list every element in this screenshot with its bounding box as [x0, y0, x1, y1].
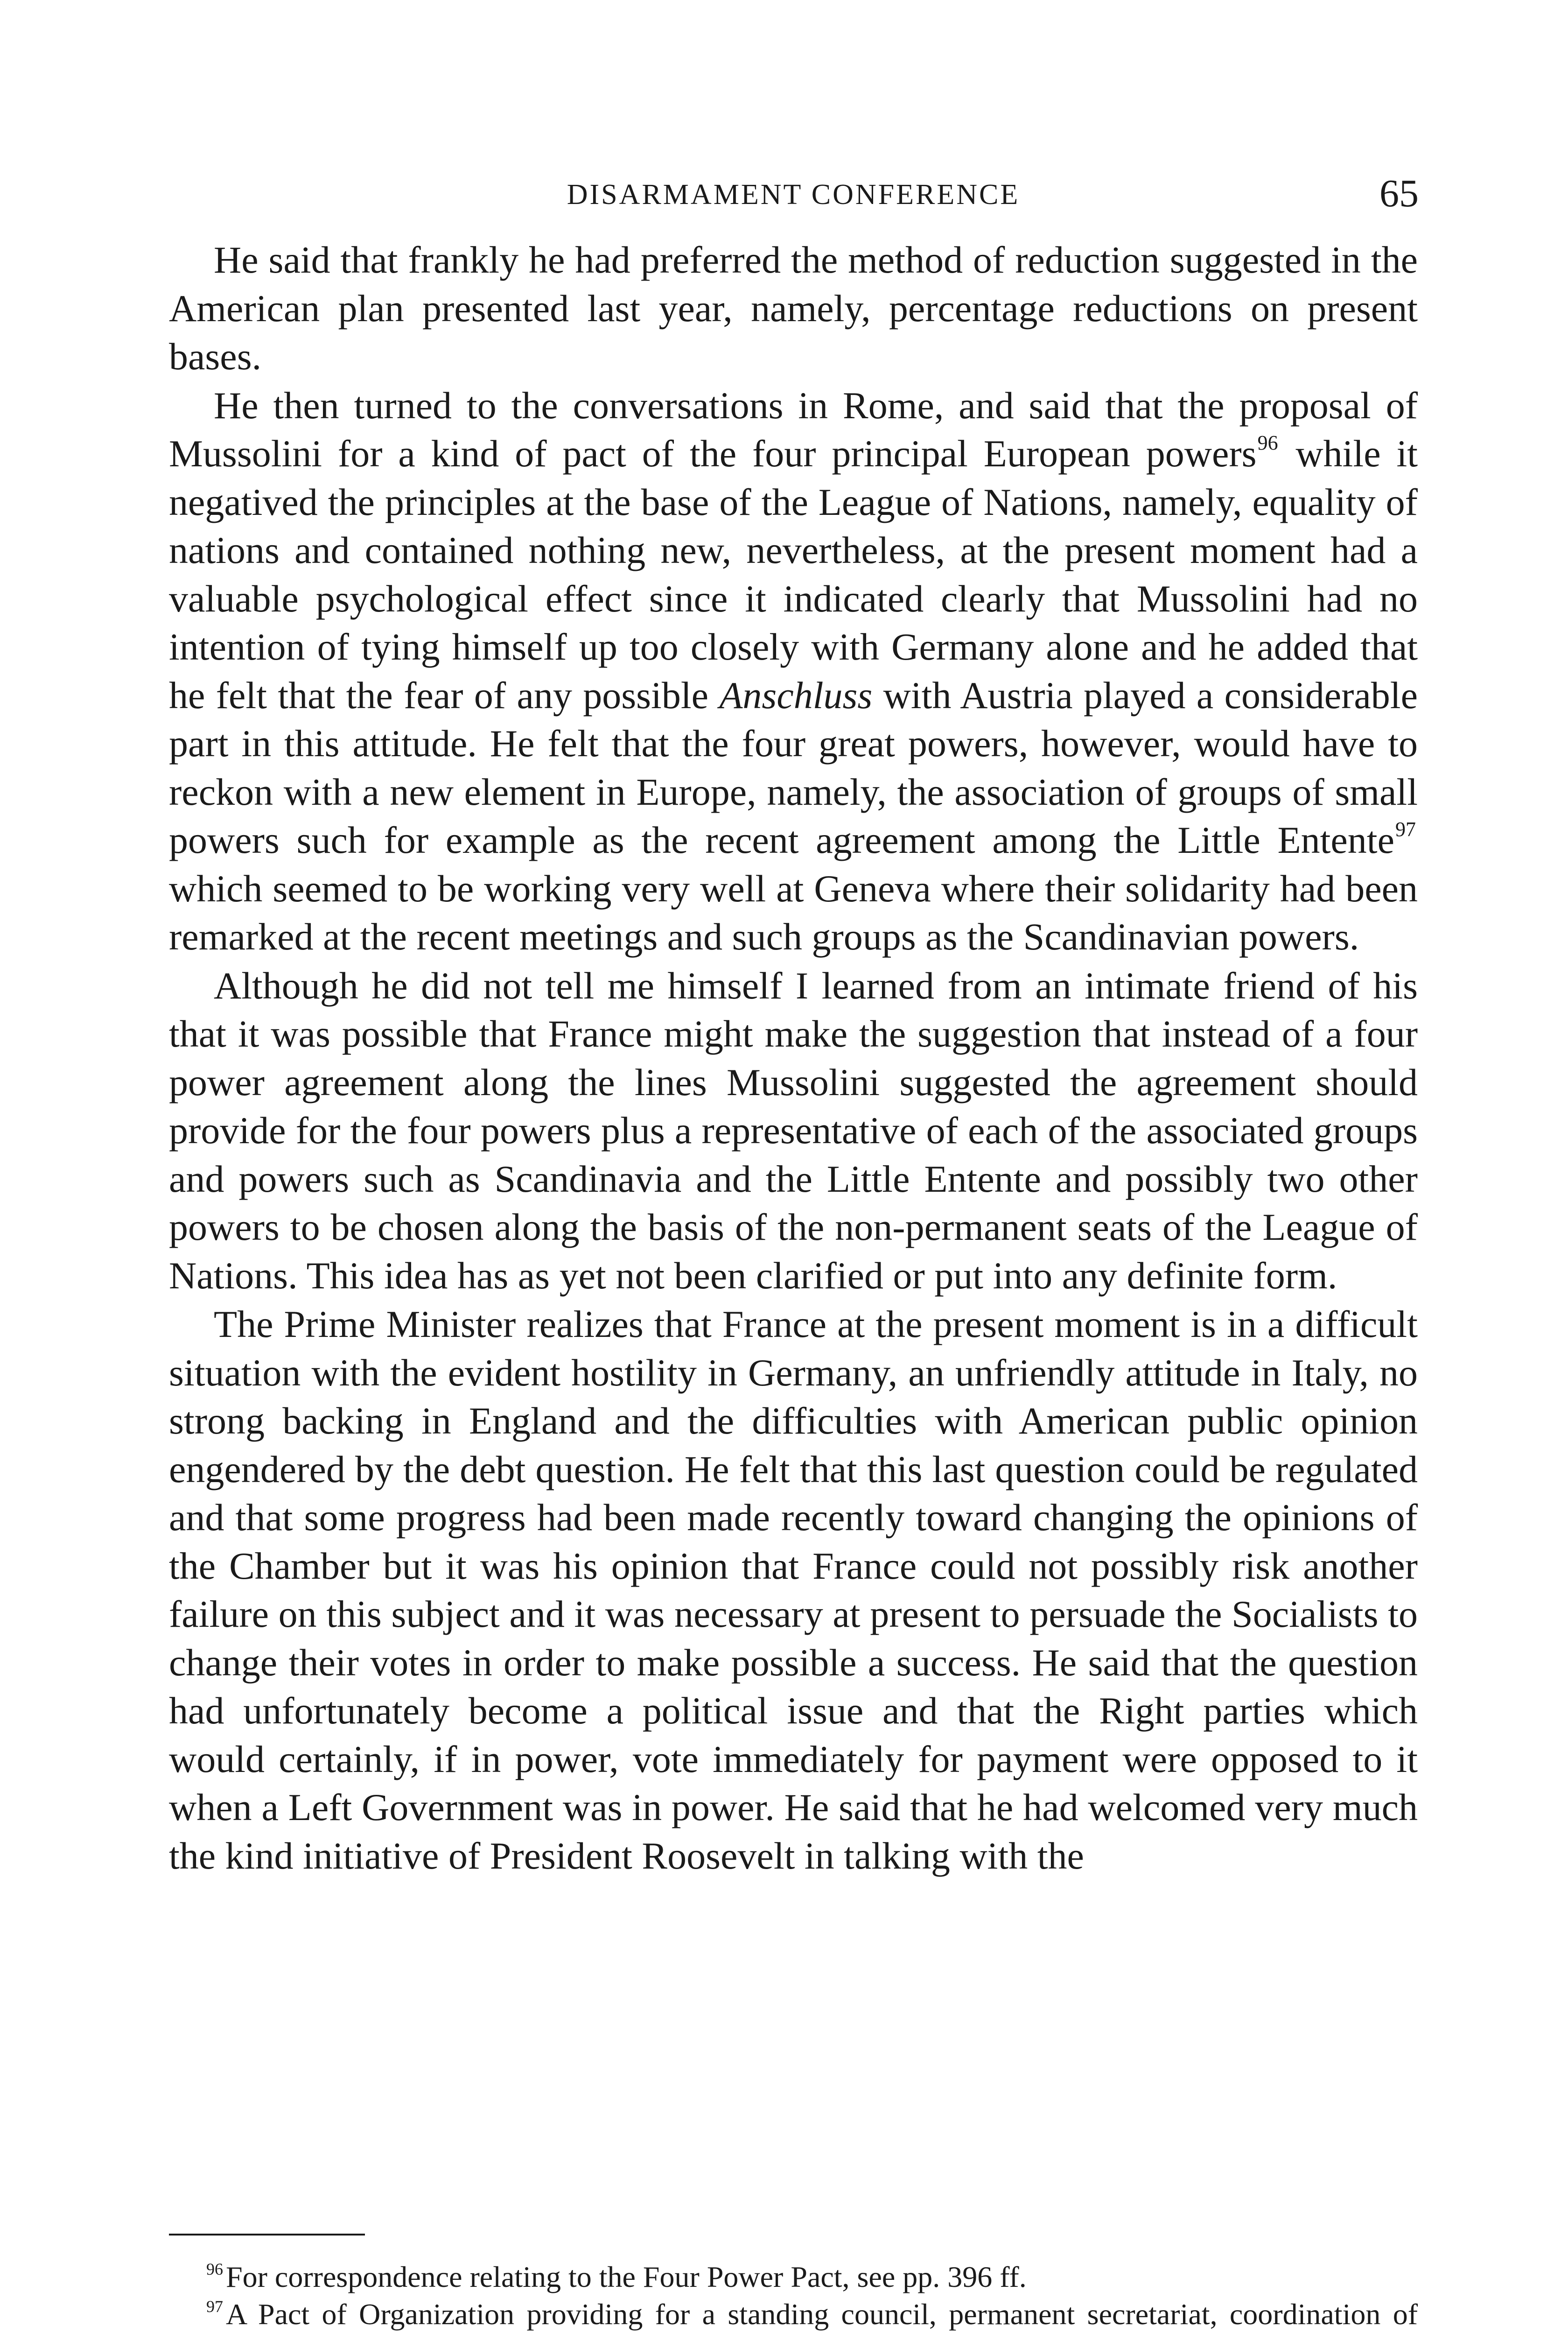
- footnote-97: [169, 2296, 1418, 2334]
- paragraph-2-text-b: while it negatived the principles at the base of the League of Nations, namely, equality of nations and contained nothing new, nevertheless, at the present moment had a valuable psychological effect since it indicated clearly that Mussolini had no intention of tying himself up too closely with Germany alone and he added that he felt that the fear of any possible: [169, 432, 1418, 717]
- paragraph-2-text-c: with Austria played a considerable part in this attitude. He felt that the four great powers, however, would have to reckon with a new element in Europe, namely, the association of groups of small powers such for example as the recent agreement among the Little Entente: [169, 674, 1418, 861]
- paragraph-3: [169, 962, 1418, 1300]
- running-title: DISARMAMENT CONFERENCE: [567, 179, 1020, 211]
- footnote-divider: [169, 2234, 365, 2236]
- paragraph-4-text: The Prime Minister realizes that France at the present moment is in a difficult situation with the evident hostility in Germany, an unfriendly attitude in Italy, no strong backing in England and the difficulties with American public opinion engendered by the debt question. He felt that this last question could be regulated and that some progress had been made recently toward changing the opinions of the Chamber but it was his opinion that France could not possibly risk another failure on this subject and it was necessary at present to persuade the Socialists to change their votes in order to make possible a success. He said that the question had unfortunately become a political issue and that the Right parties which would certainly, if in power, vote immediately for payment were opposed to it when a Left Government was in power. He said that he had welcomed very much the kind initiative of President Roosevelt in talking with the: [169, 1303, 1418, 1877]
- footnote-mark-96: 96: [206, 2260, 223, 2278]
- footnote-97-text-a: A Pact of Organization providing for a standing council, permanent secretariat, coordination of: [226, 2298, 1418, 2331]
- footnote-ref-96[interactable]: 96: [1257, 431, 1278, 454]
- footnote-mark-97: 97: [206, 2297, 223, 2316]
- paragraph-2-text-d: which seemed to be working very well at Geneva where their solidarity had been remarked at the recent meetings and such groups as the Scandinavian powers.: [169, 867, 1418, 958]
- page-number: 65: [1379, 172, 1419, 215]
- running-head: [168, 170, 1419, 222]
- paragraph-1-text: He said that frankly he had preferred the method of reduction suggested in the American plan presented last year, namely, percentage reductions on present bases.: [169, 239, 1418, 378]
- body-text: [169, 236, 1418, 1880]
- footnote-96-text: For correspondence relating to the Four Power Pact, see pp. 396 ff.: [226, 2260, 1027, 2293]
- paragraph-1: [169, 236, 1418, 381]
- footnotes: [169, 2258, 1418, 2334]
- paragraph-3-text: Although he did not tell me himself I learned from an intimate friend of his that it was possible that France might make the suggestion that instead of a four power agreement along the lines Mussolini suggested the agreement should provide for the four powers plus a representative of each of the associated groups and powers such as Scandinavia and the Little Entente and possibly two other powers to be chosen along the basis of the non-permanent seats of the League of Nations. This idea has as yet not been clarified or put into any definite form.: [169, 964, 1418, 1297]
- paragraph-2: [169, 381, 1418, 961]
- paragraph-4: [169, 1300, 1418, 1880]
- paragraph-2-text-a: He then turned to the conversations in Rome, and said that the proposal of Mussolini for a kind of pact of the four principal European powers: [169, 384, 1418, 475]
- anschluss-term: Anschluss: [719, 674, 873, 717]
- footnote-96: [169, 2258, 1418, 2296]
- footnote-ref-97[interactable]: 97: [1395, 818, 1416, 841]
